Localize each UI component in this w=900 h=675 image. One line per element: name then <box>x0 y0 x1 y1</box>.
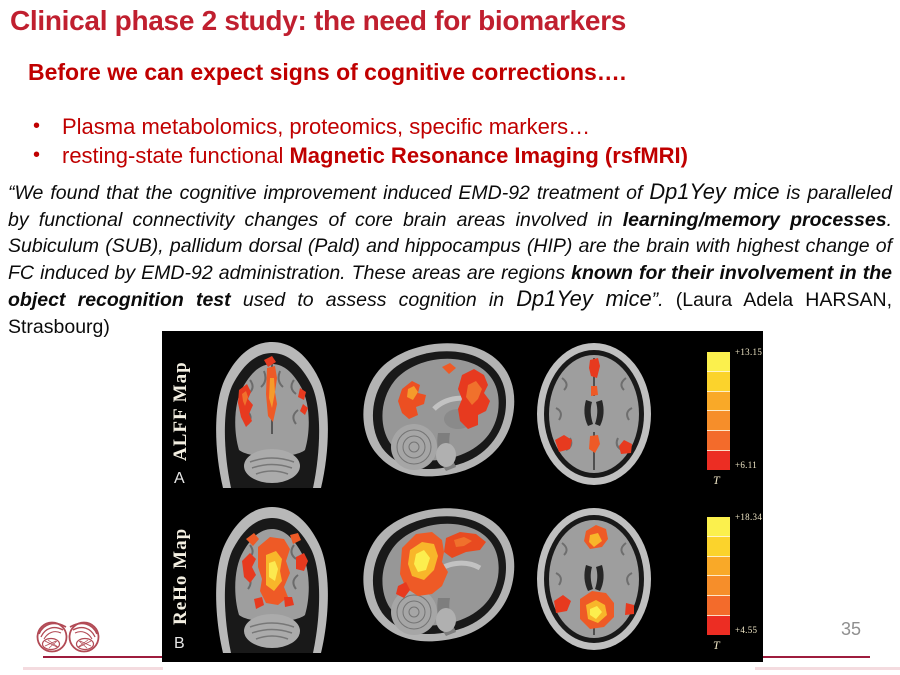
brain-slice-sagittal-alff <box>350 335 522 491</box>
slide-title: Clinical phase 2 study: the need for biomarkers <box>10 5 627 36</box>
panel-letter-a: A <box>174 470 185 487</box>
brain-slice-axial-reho <box>528 503 660 655</box>
brain-slice-axial-alff <box>528 338 660 490</box>
brain-slice-coronal-alff <box>206 338 338 490</box>
bullet-marker: • <box>33 144 41 166</box>
bullet-list <box>33 112 873 170</box>
panel-letter-b: B <box>174 635 185 652</box>
footer-rule-soft-right <box>755 667 900 670</box>
mri-figure <box>162 331 763 662</box>
bullet-text-plasma: Plasma metabolomics, proteomics, specific markers… <box>62 114 591 139</box>
row-label-alff: ALFF Map <box>170 361 191 461</box>
colorbar-min-reho: +4.55 <box>735 625 758 635</box>
bullet-item-rsfmri <box>33 141 873 170</box>
mri-row-reho <box>162 496 763 661</box>
slide-subtitle: Before we can expect signs of cognitive corrections…. <box>28 59 627 85</box>
bullet-text-rsfmri: resting-state functional Magnetic Resonance Imaging (rsfMRI) <box>62 143 688 168</box>
quote-paragraph: “We found that the cognitive improvement induced EMD-92 treatment of Dp1Yey mice is paralleled by functional connectivity changes of core brain areas involved in learning/memory processes. Subiculum (SUB), pallidum dorsal (Pald) and hippocampus (HIP) are the brain with highest change of FC induced by EMD-92 administration. These areas are regions known for their involvement in the object recognition test used to assess cognition in Dp1Yey mice”. (Laura Adela HARSAN, Strasbourg) <box>8 179 892 338</box>
footer-rule-soft-left <box>23 667 163 670</box>
organization-logo <box>36 618 100 660</box>
brain-slice-coronal-reho <box>206 503 338 655</box>
colorbar-axis-reho: T <box>713 638 720 652</box>
colorbar-max-alff: +13.15 <box>735 347 763 357</box>
colorbar-reho <box>707 517 730 635</box>
colorbar-max-reho: +18.34 <box>735 512 763 522</box>
page-number: 35 <box>841 619 862 639</box>
brain-slice-sagittal-reho <box>350 500 522 656</box>
row-label-reho: ReHo Map <box>170 527 191 625</box>
bullet-item-plasma <box>33 112 873 141</box>
bullet-marker: • <box>33 115 41 137</box>
colorbar-min-alff: +6.11 <box>735 460 757 470</box>
mri-row-alff <box>162 331 763 496</box>
colorbar-alff <box>707 352 730 470</box>
colorbar-axis-alff: T <box>713 473 720 487</box>
